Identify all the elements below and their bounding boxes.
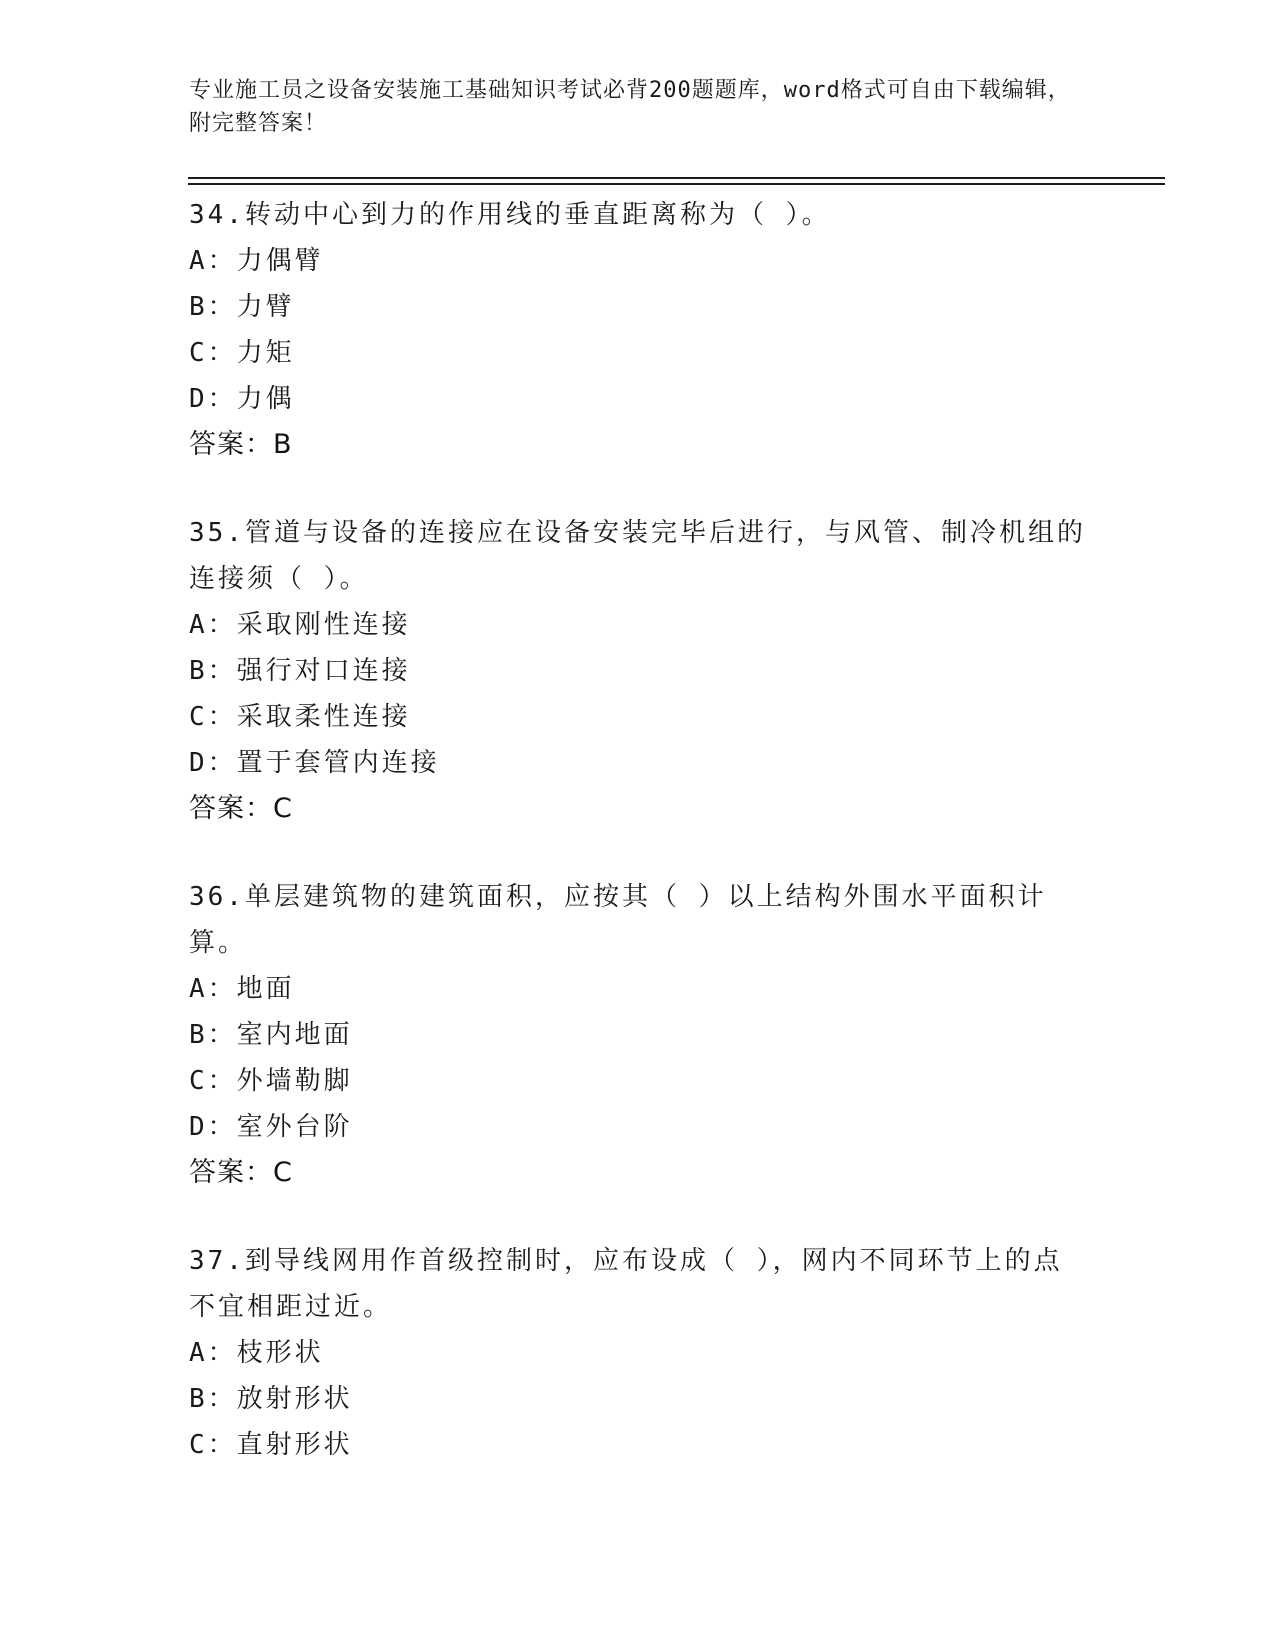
option-a: A：枝形状 xyxy=(189,1338,324,1368)
option-b: B：室内地面 xyxy=(189,1020,353,1050)
option-c: C：外墙勒脚 xyxy=(189,1066,353,1096)
question-35 xyxy=(189,510,1089,832)
question-text: 36.单层建筑物的建筑面积，应按其（ ）以上结构外围水平面积计算。 xyxy=(189,882,1047,958)
question-text: 34.转动中心到力的作用线的垂直距离称为（ ）。 xyxy=(189,200,831,230)
option-d: D：置于套管内连接 xyxy=(189,748,440,778)
question-list xyxy=(189,192,1089,1510)
header-rule-top xyxy=(188,177,1165,179)
document-header xyxy=(189,74,1089,140)
option-d: D：力偶 xyxy=(189,384,295,414)
option-b: B：放射形状 xyxy=(189,1384,353,1414)
option-b: B：强行对口连接 xyxy=(189,656,411,686)
answer: 答案：C xyxy=(189,793,293,824)
answer: 答案：B xyxy=(189,429,293,460)
question-text: 35.管道与设备的连接应在设备安装完毕后进行，与风管、制冷机组的连接须（ ）。 xyxy=(189,518,1086,594)
option-a: A：采取刚性连接 xyxy=(189,610,411,640)
option-b: B：力臂 xyxy=(189,292,295,322)
header-rule-bottom xyxy=(188,183,1165,185)
question-37 xyxy=(189,1238,1089,1468)
question-34 xyxy=(189,192,1089,468)
question-text: 37.到导线网用作首级控制时，应布设成（ ），网内不同环节上的点不宜相距过近。 xyxy=(189,1246,1063,1322)
option-d: D：室外台阶 xyxy=(189,1112,353,1142)
header-title: 专业施工员之设备安装施工基础知识考试必背200题题库，word格式可自由下载编辑，附完整答案！ xyxy=(189,78,1071,136)
option-a: A：力偶臂 xyxy=(189,246,324,276)
option-a: A：地面 xyxy=(189,974,295,1004)
option-c: C：采取柔性连接 xyxy=(189,702,411,732)
option-c: C：直射形状 xyxy=(189,1430,353,1460)
question-36 xyxy=(189,874,1089,1196)
answer: 答案：C xyxy=(189,1157,293,1188)
option-c: C：力矩 xyxy=(189,338,295,368)
